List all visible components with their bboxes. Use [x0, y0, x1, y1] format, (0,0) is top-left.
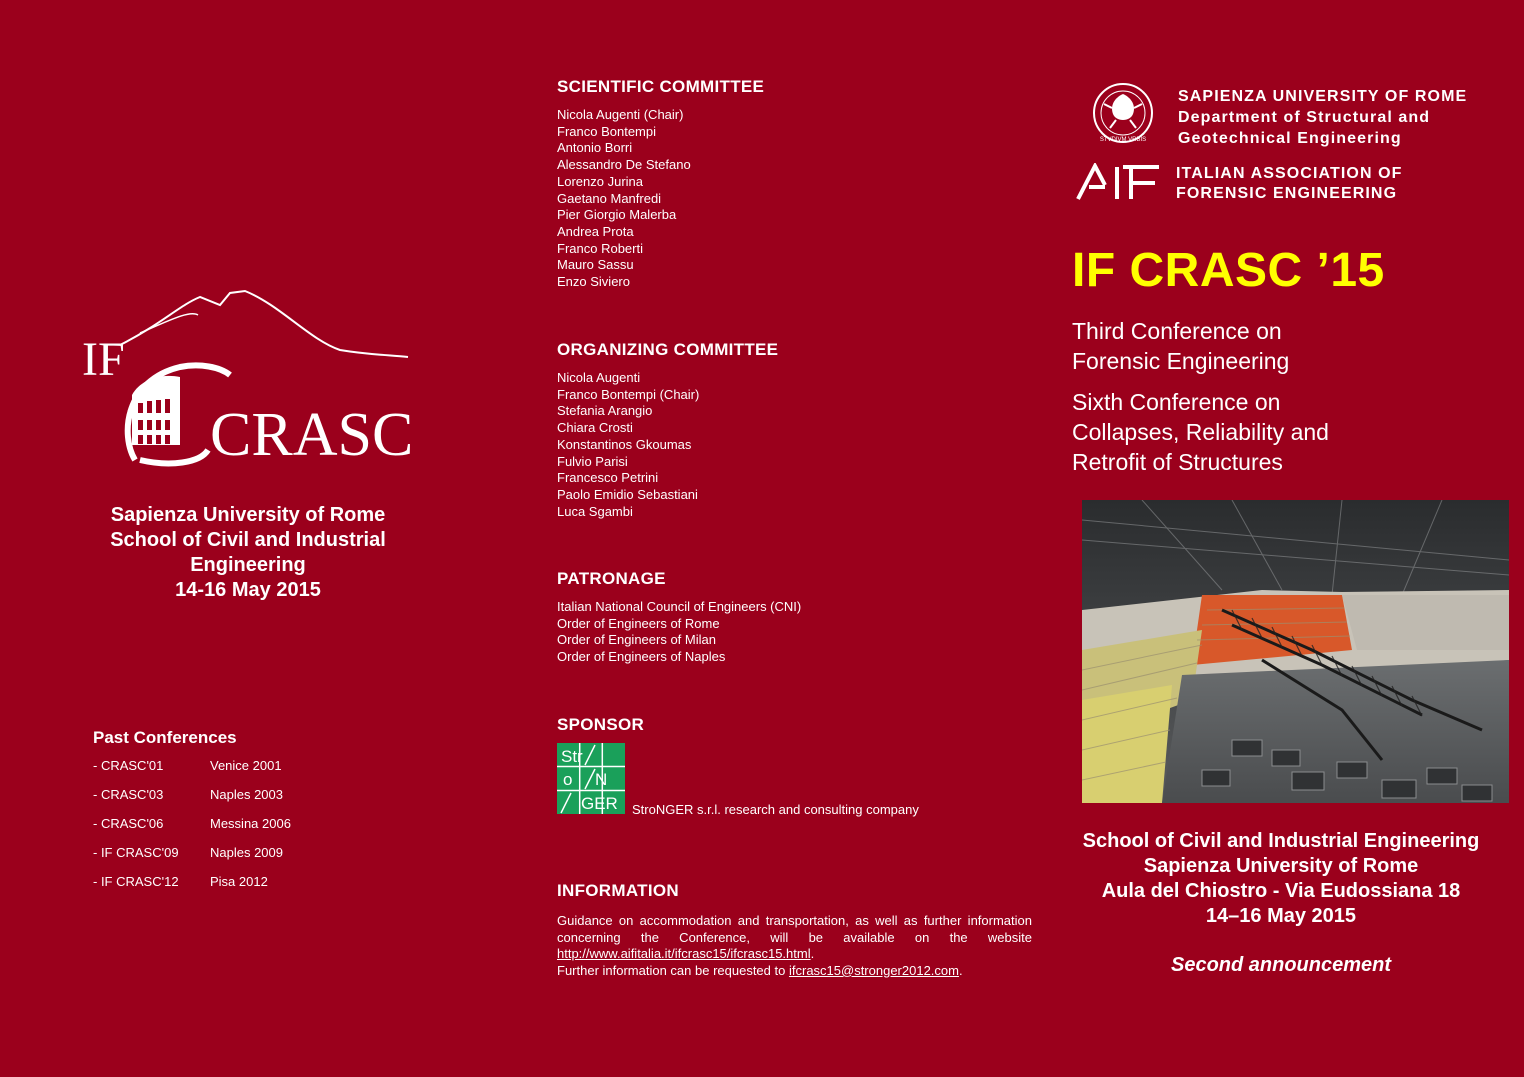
website-link[interactable]: http://www.aifitalia.it/ifcrasc15/ifcrasc15.html [557, 946, 811, 962]
announcement-label: Second announcement [1170, 954, 1392, 976]
past-conference-row: - IF CRASC'12 Pisa 2012 [93, 874, 268, 889]
sapienza-header: SAPIENZA UNIVERSITY OF ROME Department of Structural and Geotechnical Engineering [1178, 88, 1468, 147]
organizing-committee [557, 340, 1037, 520]
venue-info: School of Civil and Industrial Engineering Sapienza University of Rome Aula del Chiostro - Via Eudossiana 18 14–16 May 2015 [1082, 830, 1480, 927]
sponsor-title: SPONSOR [557, 715, 645, 734]
logo-crasc-text: CRASC [210, 401, 414, 469]
aif-header: ITALIAN ASSOCIATION OF FORENSIC ENGINEERING [1176, 165, 1403, 202]
scientific-committee-list: Nicola Augenti (Chair) Franco Bontempi Antonio Borri Alessandro De Stefano Lorenzo Jurina Gaetano Manfredi Pier Giorgio Malerba Andrea Prota Franco Roberti Mauro Sassu Enzo Siviero [557, 107, 691, 290]
organizing-committee-title: ORGANIZING COMMITTEE [557, 340, 779, 359]
stronger-logo [557, 743, 625, 814]
conference-subtitle-1: Third Conference on Forensic Engineering [1072, 318, 1290, 374]
aif-logo-icon [1075, 163, 1161, 201]
svg-text:Str: Str [561, 747, 583, 766]
svg-text:STVDIVM VRBIS: STVDIVM VRBIS [1099, 137, 1147, 143]
conference-title: IF CRASC ’15 [1072, 244, 1385, 297]
information-text: Guidance on accommodation and transportation, as well as further information concerning the Conference, will be available on the website http://www.aifitalia.it/ifcrasc15/ifcrasc15.html. Further information can be requested to ifcrasc15@stronger2012.com. [557, 913, 1032, 978]
sapienza-seal-icon [1092, 80, 1154, 146]
if-crasc-logo [80, 285, 420, 475]
past-conferences [93, 728, 353, 903]
past-conference-row: - CRASC'01 Venice 2001 [93, 758, 282, 773]
past-conference-row: - CRASC'03 Naples 2003 [93, 787, 283, 802]
patronage-list: Italian National Council of Engineers (CNI) Order of Engineers of Rome Order of Engineers of Milan Order of Engineers of Naples [557, 599, 802, 665]
conference-subtitle-2: Sixth Conference on Collapses, Reliability and Retrofit of Structures [1072, 389, 1329, 475]
svg-text:o: o [563, 770, 573, 789]
information-title: INFORMATION [557, 881, 679, 900]
scientific-committee [557, 77, 1037, 291]
patronage [557, 569, 1037, 666]
left-venue-info: Sapienza University of Rome School of Civil and Industrial Engineering 14-16 May 2015 [110, 504, 386, 601]
email-link[interactable]: ifcrasc15@stronger2012.com [788, 962, 959, 978]
svg-text:N: N [595, 770, 608, 789]
svg-text:AIF: AIF [1116, 198, 1120, 200]
svg-text:GER: GER [581, 794, 618, 813]
past-conference-row: - IF CRASC'09 Naples 2009 [93, 845, 283, 860]
information-section [557, 881, 1037, 911]
organizing-committee-list: Nicola Augenti Franco Bontempi (Chair) Stefania Arangio Chiara Crosti Konstantinos Gkoumas Fulvio Parisi Francesco Petrini Paolo Emidio Sebastiani Luca Sgambi [557, 370, 700, 519]
patronage-title: PATRONAGE [557, 569, 666, 588]
volcano-outline [120, 291, 408, 357]
venue-photo [1082, 500, 1509, 803]
logo-if-text: IF [82, 333, 125, 386]
sponsor-section [557, 715, 1037, 745]
scientific-committee-title: SCIENTIFIC COMMITTEE [557, 77, 765, 96]
past-conference-row: - CRASC'06 Messina 2006 [93, 816, 291, 831]
sponsor-description: StroNGER s.r.l. research and consulting company [632, 802, 919, 817]
past-conferences-title: Past Conferences [93, 728, 237, 747]
